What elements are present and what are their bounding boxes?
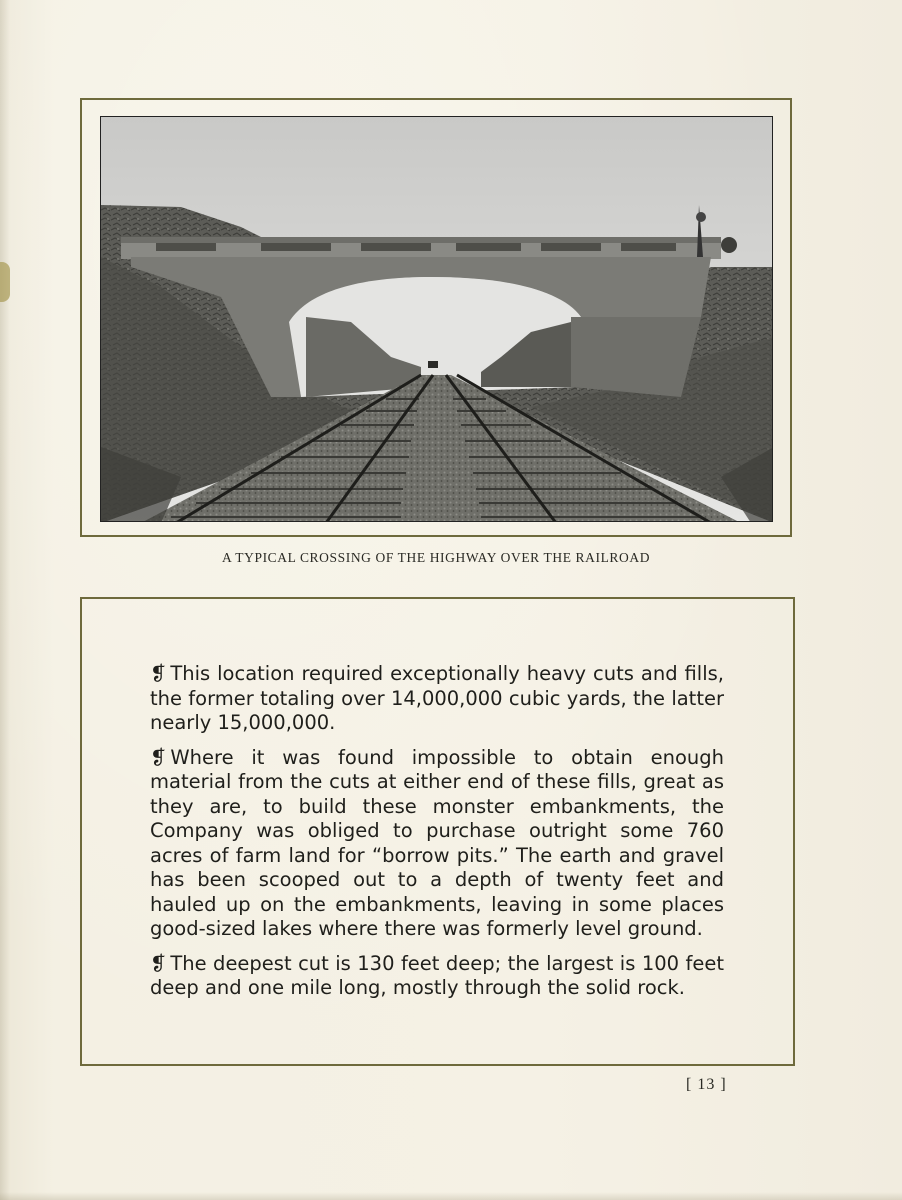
photo-illustration (101, 117, 773, 522)
paragraph-1 (150, 662, 724, 736)
body-text (150, 662, 724, 1011)
railroad-bridge-photo (100, 116, 773, 522)
paragraph-mark-icon: ❡ (150, 745, 167, 769)
paragraph-3 (150, 952, 724, 1001)
paragraph-mark-icon: ❡ (150, 951, 167, 975)
page-number: [ 13 ] (686, 1076, 727, 1093)
paragraph-text: This location required exceptionally heavy cuts and fills, the former totaling over 14,000,000 cubic yards, the latter nearly 15,000,000. (150, 662, 724, 734)
page-bottom-edge (0, 1192, 902, 1200)
paragraph-2 (150, 746, 724, 942)
binding-shadow (0, 0, 10, 1200)
binding-tab (0, 262, 10, 302)
paragraph-text: The deepest cut is 130 feet deep; the largest is 100 feet deep and one mile long, mostly through the solid rock. (150, 951, 724, 999)
paragraph-text: Where it was found impossible to obtain enough material from the cuts at either end of these fills, great as they are, to build these monster embankments, the Company was obliged to purchase outright some 760 acres of farm land for “borrow pits.” The earth and gravel has been scooped out to a depth of twenty feet and hauled up on the embankments, leaving in some places good-sized lakes where there was formerly level ground. (150, 745, 724, 940)
paragraph-mark-icon: ❡ (150, 662, 167, 685)
photo-caption: A TYPICAL CROSSING OF THE HIGHWAY OVER THE RAILROAD (221, 550, 651, 565)
